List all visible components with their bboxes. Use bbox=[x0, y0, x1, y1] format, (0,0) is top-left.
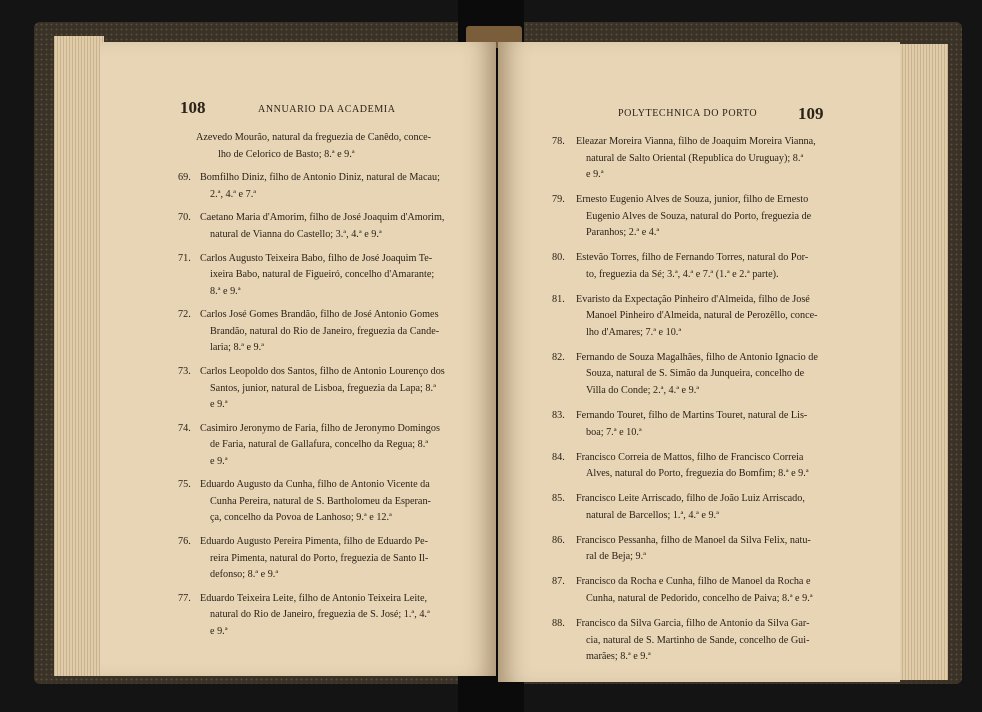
entry-continuation-line: Azevedo Mourão, natural da freguezia de Canêdo, conce- bbox=[196, 132, 432, 143]
entry-line: defonso; 8.ª e 9.ª bbox=[210, 569, 279, 581]
entry-line: Eleazar Moreira Vianna, filho de Joaquim Moreira Vianna, bbox=[576, 136, 816, 147]
entry-line: Santos, junior, natural de Lisboa, freguezia da Lapa; 8.ª bbox=[210, 382, 436, 394]
entry-line: 2.ª, 4.ª e 7.ª bbox=[210, 188, 257, 200]
entry-number: 85. bbox=[552, 493, 565, 505]
entry-line: e 9.ª bbox=[210, 625, 228, 637]
right-page-edges bbox=[896, 44, 948, 680]
entry-line: Cunha Pereira, natural de S. Bartholomeu da Esperan- bbox=[210, 495, 431, 507]
entry-line: Eduardo Augusto da Cunha, filho de Antonio Vicente da bbox=[200, 479, 430, 491]
entry-line: Evaristo da Expectação Pinheiro d'Almeida, filho de José bbox=[576, 293, 810, 305]
entry-line: Fernando de Souza Magalhães, filho de Antonio Ignacio de bbox=[576, 351, 818, 363]
entry-number: 72. bbox=[178, 309, 191, 321]
entry-line: marães; 8.ª e 9.ª bbox=[586, 651, 651, 662]
entry-number: 76. bbox=[178, 536, 191, 548]
entry-number: 73. bbox=[178, 366, 191, 377]
entry-line: reira Pimenta, natural do Porto, freguezia de Santo Il- bbox=[210, 552, 429, 564]
entry-line: Casimiro Jeronymo de Faria, filho de Jeronymo Domingos bbox=[200, 422, 440, 434]
entry-line: lho d'Amares; 7.ª e 10.ª bbox=[586, 326, 682, 338]
entry-line: Villa do Conde; 2.ª, 4.ª e 9.ª bbox=[586, 384, 700, 396]
running-head: POLYTECHNICA DO PORTO bbox=[618, 108, 758, 119]
entry-number: 83. bbox=[552, 410, 565, 421]
entry-number: 71. bbox=[178, 252, 191, 264]
entry-line: Francisco Correia de Mattos, filho de Francisco Correia bbox=[576, 451, 804, 463]
entry-line: Carlos Leopoldo dos Santos, filho de Antonio Lourenço dos bbox=[200, 366, 445, 377]
entry-line: Alves, natural do Porto, freguezia do Bomfim; 8.ª e 9.ª bbox=[586, 468, 809, 480]
entry-number: 86. bbox=[552, 534, 565, 546]
entry-number: 80. bbox=[552, 252, 565, 264]
entry-number: 74. bbox=[178, 422, 191, 434]
entry-line: natural de Salto Oriental (Republica do Uruguay); 8.ª bbox=[586, 152, 804, 164]
entry-line: Carlos José Gomes Brandão, filho de José Antonio Gomes bbox=[200, 309, 439, 321]
entry-number: 79. bbox=[552, 194, 565, 206]
entry-line: ral de Beja; 9.ª bbox=[586, 551, 646, 563]
left-page-edges bbox=[54, 36, 104, 676]
left-page bbox=[100, 42, 496, 676]
entry-number: 84. bbox=[552, 451, 565, 463]
running-head: ANNUARIO DA ACADEMIA bbox=[258, 104, 396, 115]
entry-number: 77. bbox=[178, 592, 191, 604]
entry-line: natural de Barcellos; 1.ª, 4.ª e 9.ª bbox=[586, 509, 719, 521]
entry-line: boa; 7.ª e 10.ª bbox=[586, 426, 642, 438]
entry-line: Fernando Touret, filho de Martins Touret, natural de Lis- bbox=[576, 410, 808, 421]
entry-line: Eugenio Alves de Souza, natural do Porto, freguezia de bbox=[586, 210, 812, 222]
entry-line: Francisco da Silva Garcia, filho de Antonio da Silva Gar- bbox=[576, 618, 810, 629]
entry-line: Bomfilho Diniz, filho de Antonio Diniz, natural de Macau; bbox=[200, 172, 440, 184]
right-page bbox=[498, 42, 900, 682]
entry-line: Souza, natural de S. Simão da Junqueira, concelho de bbox=[586, 368, 805, 380]
entry-line: Estevão Torres, filho de Fernando Torres, natural do Por- bbox=[576, 252, 809, 264]
entry-line: ça, concelho da Povoa de Lanhoso; 9.ª e 12.ª bbox=[210, 512, 392, 524]
entry-line: Francisco Leite Arriscado, filho de João Luiz Arriscado, bbox=[576, 493, 805, 505]
entry-number: 78. bbox=[552, 136, 565, 147]
entry-line: Brandão, natural do Rio de Janeiro, freguezia da Cande- bbox=[210, 325, 440, 337]
entry-continuation-line: lho de Celorico de Basto; 8.ª e 9.ª bbox=[218, 148, 355, 160]
entry-number: 81. bbox=[552, 293, 565, 305]
entry-line: to, freguezia da Sé; 3.ª, 4.ª e 7.ª (1.ª e 2.ª parte). bbox=[586, 268, 779, 280]
entry-line: Carlos Augusto Teixeira Babo, filho de José Joaquim Te- bbox=[200, 252, 433, 264]
entry-line: Paranhos; 2.ª e 4.ª bbox=[586, 227, 660, 239]
entry-number: 87. bbox=[552, 576, 565, 588]
entry-line: natural do Rio de Janeiro, freguezia de S. José; 1.ª, 4.ª bbox=[210, 609, 430, 621]
entry-line: natural de Vianna do Castello; 3.ª, 4.ª e 9.ª bbox=[210, 228, 382, 240]
page-number: 109 bbox=[798, 104, 824, 123]
entry-line: Francisco Pessanha, filho de Manoel da Silva Felix, natu- bbox=[576, 534, 811, 546]
entry-number: 69. bbox=[178, 172, 191, 184]
entry-line: e 9.ª bbox=[586, 169, 604, 180]
entry-number: 75. bbox=[178, 479, 191, 491]
entry-line: de Faria, natural de Gallafura, concelho da Regua; 8.ª bbox=[210, 439, 429, 451]
entry-line: cia, natural de S. Martinho de Sande, concelho de Gui- bbox=[586, 634, 810, 646]
entry-line: Manoel Pinheiro d'Almeida, natural de Perozêllo, conce- bbox=[586, 310, 818, 322]
page-number: 108 bbox=[180, 98, 206, 117]
entry-line: Caetano Maria d'Amorim, filho de José Joaquim d'Amorim, bbox=[200, 212, 445, 224]
entry-number: 70. bbox=[178, 212, 191, 224]
entry-number: 82. bbox=[552, 351, 565, 363]
entry-number: 88. bbox=[552, 618, 565, 629]
entry-line: e 9.ª bbox=[210, 455, 228, 467]
entry-line: Francisco da Rocha e Cunha, filho de Manoel da Rocha e bbox=[576, 576, 811, 588]
entry-line: 8.ª e 9.ª bbox=[210, 285, 241, 297]
entry-line: ixeira Babo, natural de Figueiró, concelho d'Amarante; bbox=[210, 269, 435, 281]
entry-line: Eduardo Augusto Pereira Pimenta, filho de Eduardo Pe- bbox=[200, 536, 429, 548]
entry-line: Eduardo Teixeira Leite, filho de Antonio Teixeira Leite, bbox=[200, 592, 428, 604]
entry-line: Ernesto Eugenio Alves de Souza, junior, filho de Ernesto bbox=[576, 194, 809, 206]
entry-line: e 9.ª bbox=[210, 399, 228, 410]
entry-line: laria; 8.ª e 9.ª bbox=[210, 342, 264, 354]
entry-line: Cunha, natural de Pedorido, concelho de Paiva; 8.ª e 9.ª bbox=[586, 592, 813, 604]
